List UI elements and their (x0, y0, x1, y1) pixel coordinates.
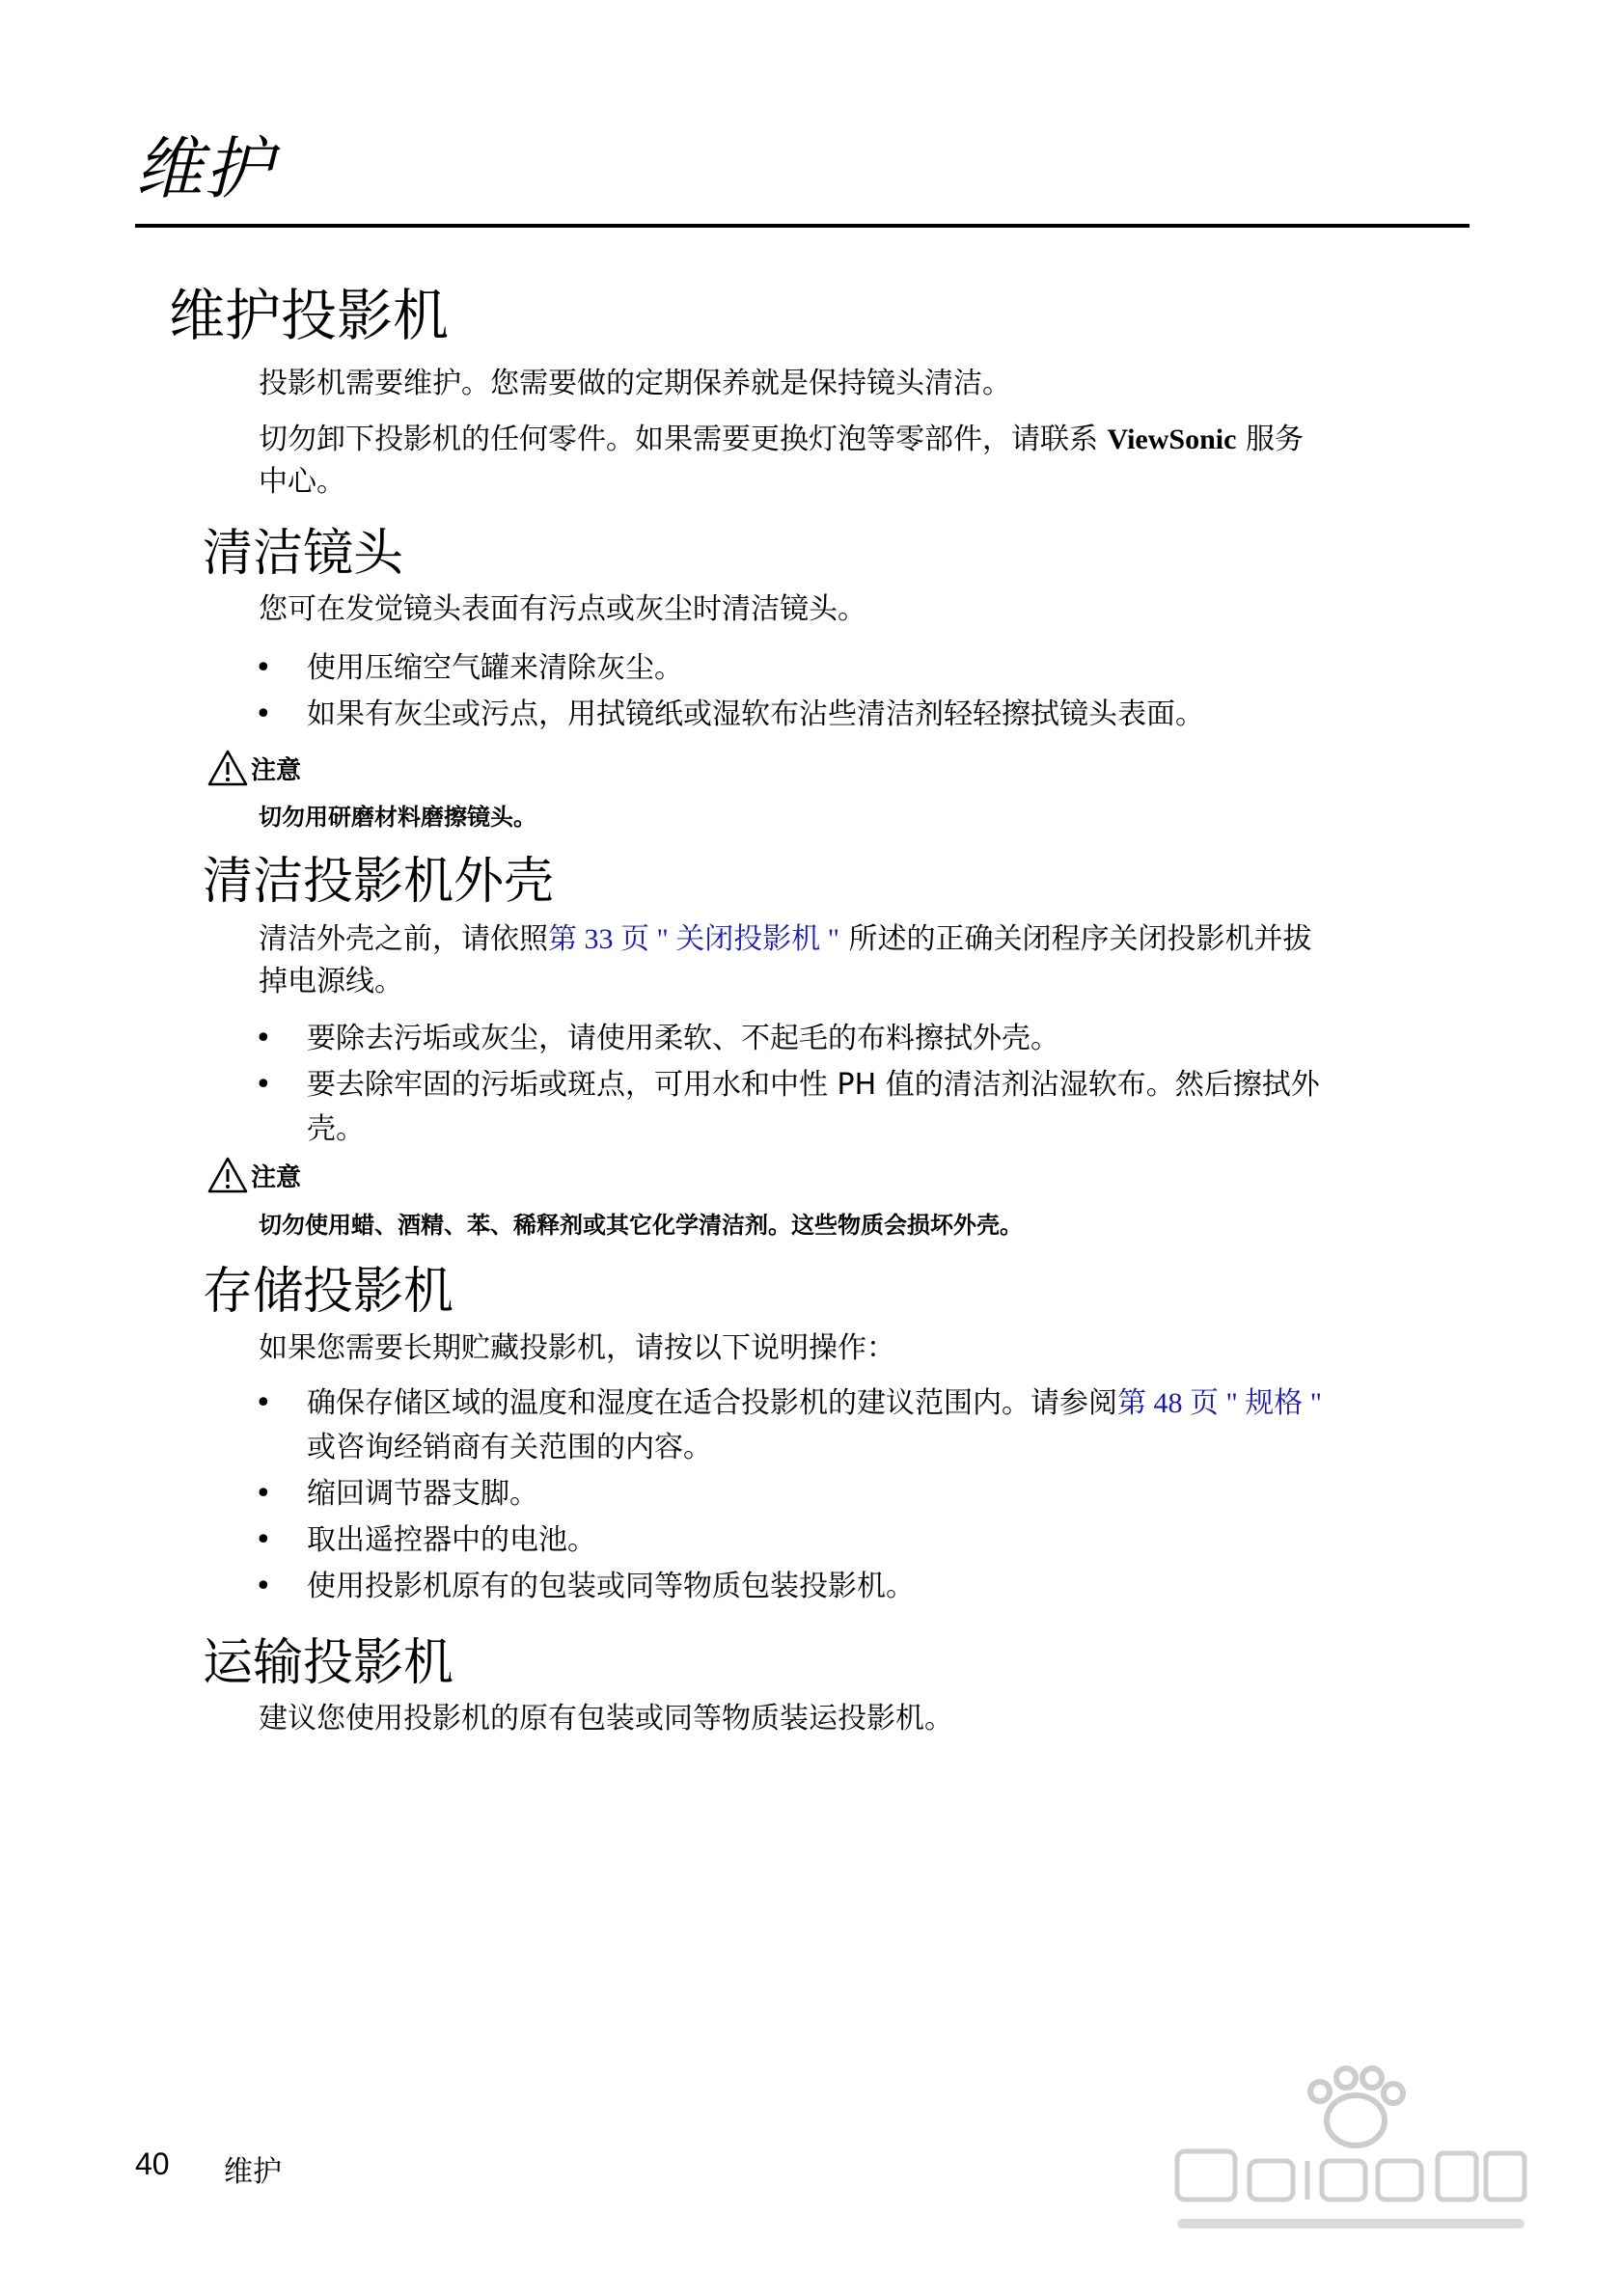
bullet-icon: • (255, 1570, 272, 1603)
paragraph-storage-intro: 如果您需要长期贮藏投影机，请按以下说明操作： (259, 1331, 895, 1365)
note-heading (206, 749, 301, 787)
bullet-icon: • (255, 1477, 272, 1511)
service-text-a: 切勿卸下投影机的任何零件。如果需要更换灯泡等零部件，请联系 (259, 423, 1108, 456)
bullet-icon: • (255, 1386, 272, 1420)
list-item-text: 取出遥控器中的电池。 (307, 1523, 596, 1557)
list-item (255, 1518, 1474, 1563)
note-text: 切勿用研磨材料磨擦镜头。 (259, 804, 536, 831)
list-item-text: 使用投影机原有的包装或同等物质包装投影机。 (307, 1570, 915, 1603)
list-item-text (307, 1381, 1474, 1470)
note-heading (206, 1156, 301, 1194)
list-item (255, 1017, 1474, 1061)
case-intro-line2: 掉电源线。 (259, 965, 403, 998)
link-specs-page[interactable]: 第 48 页 " 规格 " (1117, 1387, 1322, 1419)
paragraph-case-intro (259, 918, 1474, 1003)
warning-icon (206, 749, 249, 787)
service-text-b: 服务 (1236, 423, 1304, 456)
note-text: 切勿使用蜡、酒精、苯、稀释剂或其它化学清洁剂。这些物质会损坏外壳。 (259, 1212, 1023, 1239)
paragraph-service-contact (259, 419, 1474, 504)
list-item-text: 缩回调节器支脚。 (307, 1477, 538, 1511)
storage-bullet1-a: 确保存储区域的温度和湿度在适合投影机的建议范围内。请参阅 (307, 1386, 1117, 1420)
list-item-line1: 要去除牢固的污垢或斑点，可用水和中性 PH 值的清洁剂沾湿软布。然后擦拭外 (307, 1068, 1320, 1102)
note-label: 注意 (251, 1162, 302, 1192)
section-title-clean-lens: 清洁镜头 (203, 525, 404, 583)
case-intro-a: 清洁外壳之前，请依照 (259, 922, 548, 956)
bullet-icon: • (255, 1068, 272, 1102)
link-shutdown-page[interactable]: 第 33 页 " 关闭投影机 " (548, 923, 839, 955)
list-item (255, 693, 1474, 737)
warning-icon (206, 1156, 249, 1194)
brand-name: ViewSonic (1107, 424, 1237, 455)
section-title-clean-case: 清洁投影机外壳 (203, 853, 555, 911)
paragraph-lens-intro: 您可在发觉镜头表面有污点或灰尘时清洁镜头。 (259, 592, 866, 626)
list-item-text: 要除去污垢或灰尘，请使用柔软、不起毛的布料擦拭外壳。 (307, 1022, 1059, 1055)
section-title-transport: 运输投影机 (203, 1634, 454, 1692)
storage-bullet1-line2: 或咨询经销商有关范围的内容。 (307, 1431, 712, 1464)
list-item (255, 1063, 1474, 1152)
paragraph-maintenance-intro: 投影机需要维护。您需要做的定期保养就是保持镜头清洁。 (259, 367, 1011, 400)
bullet-icon: • (255, 697, 272, 731)
page-number: 40 (135, 2146, 170, 2181)
list-item-text: 使用压缩空气罐来清除灰尘。 (307, 651, 683, 685)
list-item (255, 1472, 1474, 1517)
list-item-line2: 壳。 (307, 1112, 365, 1146)
paragraph-transport-intro: 建议您使用投影机的原有包装或同等物质装运投影机。 (259, 1702, 953, 1736)
list-item (255, 1565, 1474, 1609)
bullet-icon: • (255, 651, 272, 685)
bullet-icon: • (255, 1523, 272, 1557)
service-text-line2: 中心。 (259, 465, 345, 499)
list-item-text (307, 1063, 1474, 1152)
note-label: 注意 (251, 755, 302, 785)
case-intro-b: 所述的正确关闭程序关闭投影机并拔 (839, 922, 1312, 956)
list-item (255, 1381, 1474, 1470)
chapter-title: 维护 (135, 129, 274, 208)
list-item (255, 646, 1474, 691)
watermark-logo (1158, 2064, 1544, 2257)
chapter-divider (135, 224, 1470, 228)
footer-chapter-label: 维护 (224, 2155, 282, 2189)
section-title-maintain: 维护投影机 (169, 283, 450, 348)
bullet-icon: • (255, 1022, 272, 1055)
section-title-storage: 存储投影机 (203, 1263, 454, 1321)
list-item-text: 如果有灰尘或污点，用拭镜纸或湿软布沾些清洁剂轻轻擦拭镜头表面。 (307, 697, 1204, 731)
